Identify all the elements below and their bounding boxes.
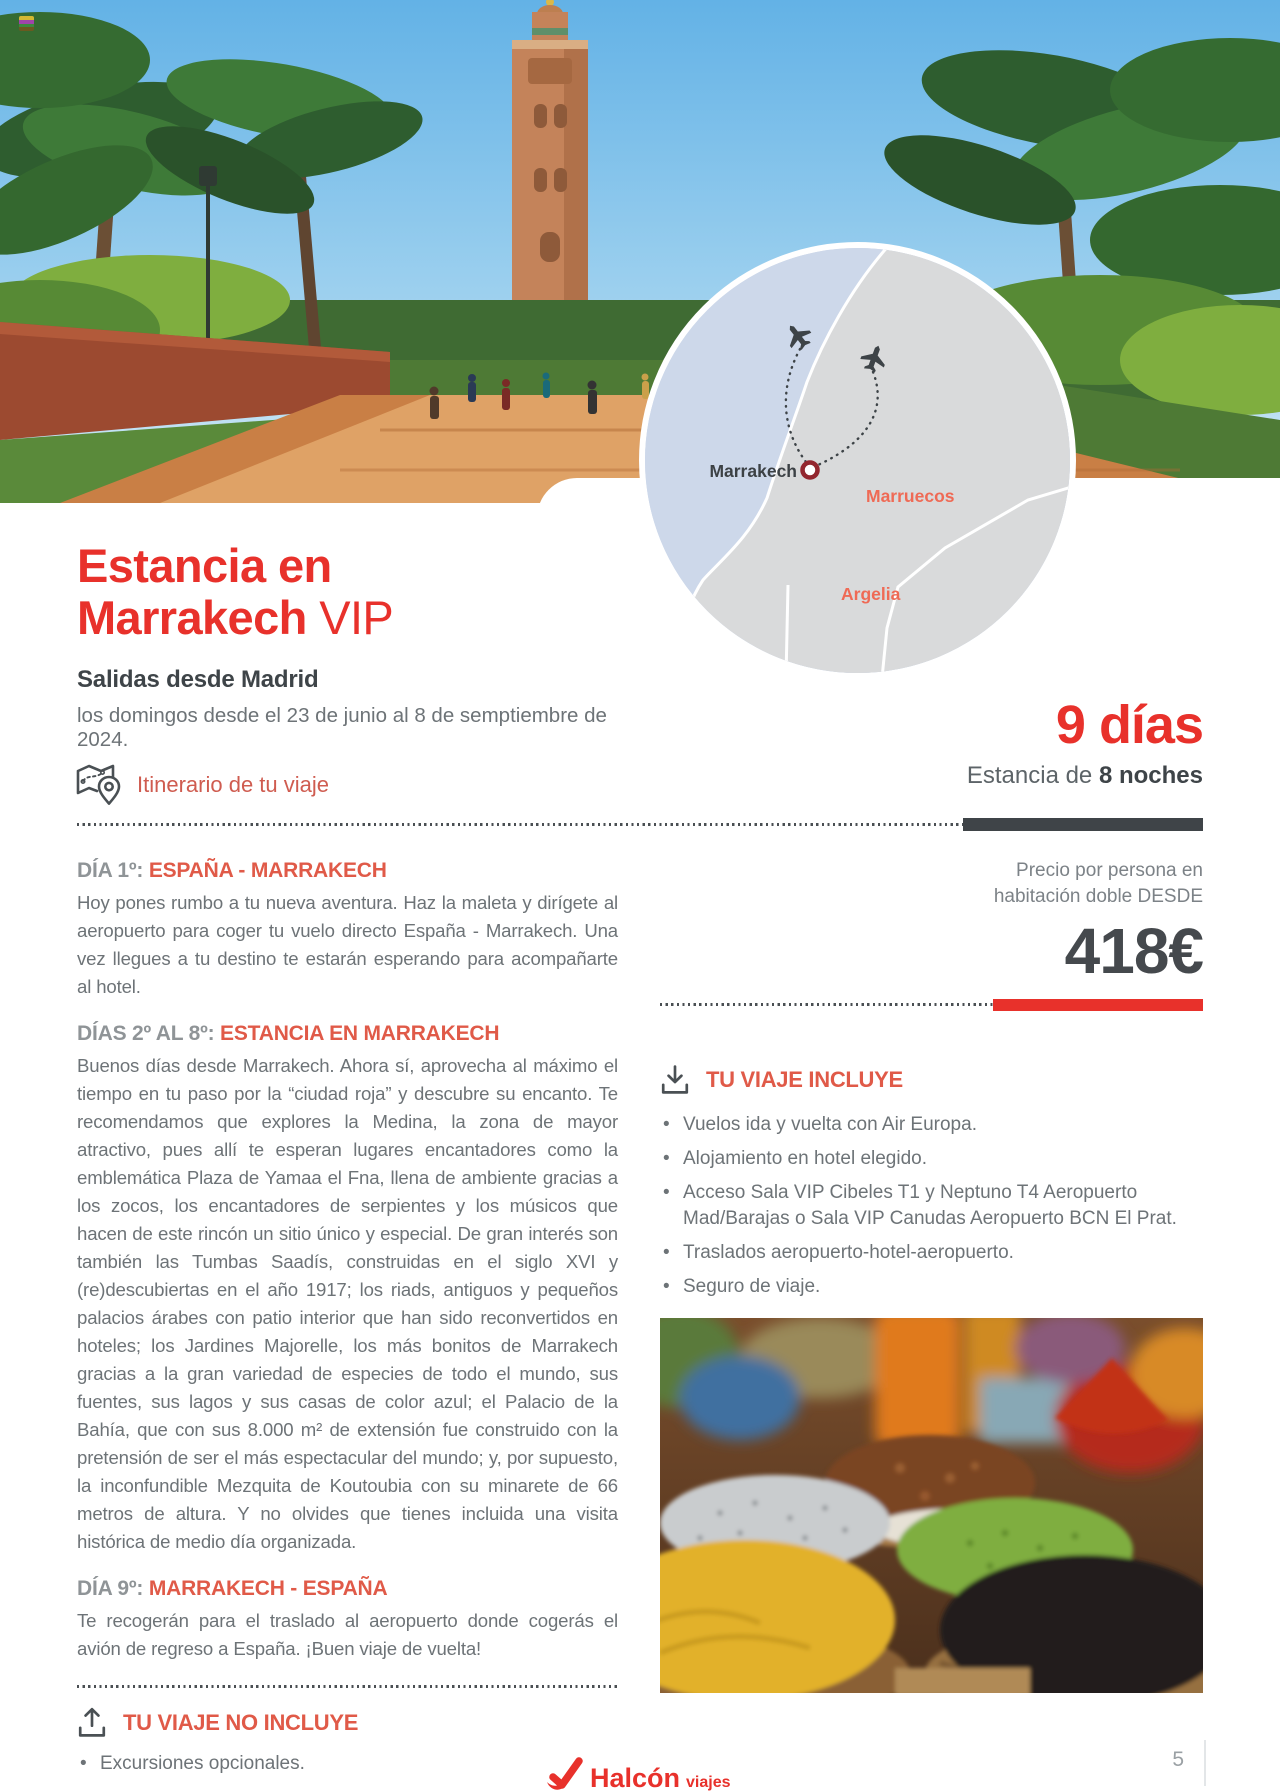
day-heading: DÍAS 2º AL 8º: ESTANCIA EN MARRAKECH (77, 1022, 500, 1045)
list-item: • Vuelos ida y vuelta con Air Europa. (660, 1112, 1203, 1138)
dotted-divider (77, 823, 963, 826)
list-item: • Traslados aeropuerto-hotel-aeropuerto. (660, 1240, 1203, 1266)
upload-icon (77, 1706, 107, 1739)
brand-logo (546, 1756, 756, 1792)
download-icon (660, 1063, 690, 1096)
dark-underline-bar (963, 818, 1203, 831)
map-route-icon (75, 762, 123, 808)
includes-header (660, 1063, 1203, 1096)
dotted-divider (77, 1685, 618, 1688)
day-text: Buenos días desde Marrakech. Ahora sí, aprovecha al máximo el tiempo en tu paso por la “ciudad roja” y descubre su encanto. Te recomendamos que explores la Medina, la zona de mayor atractivo, pues allí te esperan lugares encantadores como la emblemática Plaza de Yamaa el Fna, llena de ambiente gracias a los zocos, los encantadores de serpientes y los músicos que hacen de este rincón un sitio único y especial. De gran interés son también las Tumbas Saadís, construidas en el siglo XVI y (re)descubiertas en el año 1917; los riads, antiguos y pequeños palacios árabes con patio interior que han sido reconvertidos en hoteles; los Jardines Majorelle, los más bonitos de Marrakech gracias a la gran variedad de especies de todo el mundo, sus fuentes, sus lagos y sus casas de color azul; el Palacio de la Bahía, que con sus 8.000 m² de extensión fue construido con la pretensión de ser el más espectacular del mundo; y, por supuesto, la inconfundible Mezquita de Koutoubia con su minarete de 66 metros de altura. Y no olvides que tienes incluida una visita histórica de medio día organizada. (77, 1055, 618, 1552)
koutoubia-tower (512, 0, 588, 338)
itinerary-header (75, 762, 329, 808)
itinerary-column (77, 858, 618, 1785)
excludes-header (77, 1706, 618, 1739)
list-item: • Acceso Sala VIP Cibeles T1 y Neptuno T4 Aeropuerto Mad/Barajas o Sala VIP Canudas Aeropuerto BCN El Prat. (660, 1180, 1203, 1232)
route-map (645, 248, 1070, 673)
includes-list (660, 1112, 1203, 1300)
list-item: • Alojamiento en hotel elegido. (660, 1146, 1203, 1172)
page-title: Estancia en Marrakech VIP (77, 539, 394, 644)
map-border-south (786, 585, 788, 673)
red-underline-bar (993, 999, 1203, 1011)
route-map-inset (639, 242, 1076, 679)
trip-duration: 9 días (1055, 695, 1203, 755)
spice-market-illustration (660, 1318, 1203, 1693)
spice-market-photo (660, 1318, 1203, 1693)
brand-suffix: viajes (686, 1774, 731, 1791)
brand-name: Halcón (590, 1763, 681, 1792)
page-number-divider (1204, 1740, 1206, 1786)
day-section-1 (77, 858, 618, 1001)
page-number: 5 (1172, 1748, 1184, 1771)
map-label-algeria: Argelia (841, 584, 901, 604)
stripes-icon (19, 16, 34, 31)
day-section-2 (77, 1021, 618, 1556)
price-label: Precio por persona en habitación doble DESDE (993, 860, 1203, 907)
day-text: Hoy pones rumbo a tu nueva aventura. Haz la maleta y dirígete al aeropuerto para coger tu vuelo directo España - Marrakech. Una vez llegues a tu destino te estarán esperando para acompañarte al hotel. (77, 892, 618, 997)
halcon-logo-icon (546, 1756, 756, 1792)
day-heading: DÍA 1º: ESPAÑA - MARRAKECH (77, 859, 387, 882)
day-section-3 (77, 1576, 618, 1663)
price-divider (660, 998, 1203, 1011)
includes-title: TU VIAJE INCLUYE (706, 1066, 903, 1092)
departure-city: Salidas desde Madrid (77, 666, 319, 693)
price-amount: 418€ (1064, 915, 1203, 987)
header-block (77, 540, 657, 752)
day-heading: DÍA 9º: MARRAKECH - ESPAÑA (77, 1577, 388, 1600)
header-divider (77, 817, 1203, 831)
hero-photo-marrakech (0, 0, 1280, 503)
hero-illustration (0, 0, 1280, 503)
excludes-list (77, 1751, 618, 1777)
title-vip-suffix: VIP (319, 591, 394, 644)
map-label-morocco: Marruecos (866, 486, 955, 506)
dotted-divider (660, 1003, 993, 1006)
map-label-city: Marrakech (709, 461, 797, 481)
day-text: Te recogerán para el traslado al aeropuerto donde cogerás el avión de regreso a España. ¡Buen viaje de vuelta! (77, 1610, 618, 1659)
includes-block (660, 1063, 1203, 1300)
departure-dates: los domingos desde el 23 de junio al 8 de semptiembre de 2024. (77, 704, 607, 751)
stay-nights: Estancia de 8 noches (966, 762, 1203, 789)
itinerary-label: Itinerario de tu viaje (137, 772, 329, 797)
marrakech-marker-icon (803, 463, 818, 478)
duration-block (966, 695, 1203, 790)
list-item: • Seguro de viaje. (660, 1274, 1203, 1300)
price-column (660, 858, 1203, 1693)
list-item: • Excursiones opcionales. (77, 1751, 618, 1777)
excludes-title: TU VIAJE NO INCLUYE (123, 1709, 359, 1735)
